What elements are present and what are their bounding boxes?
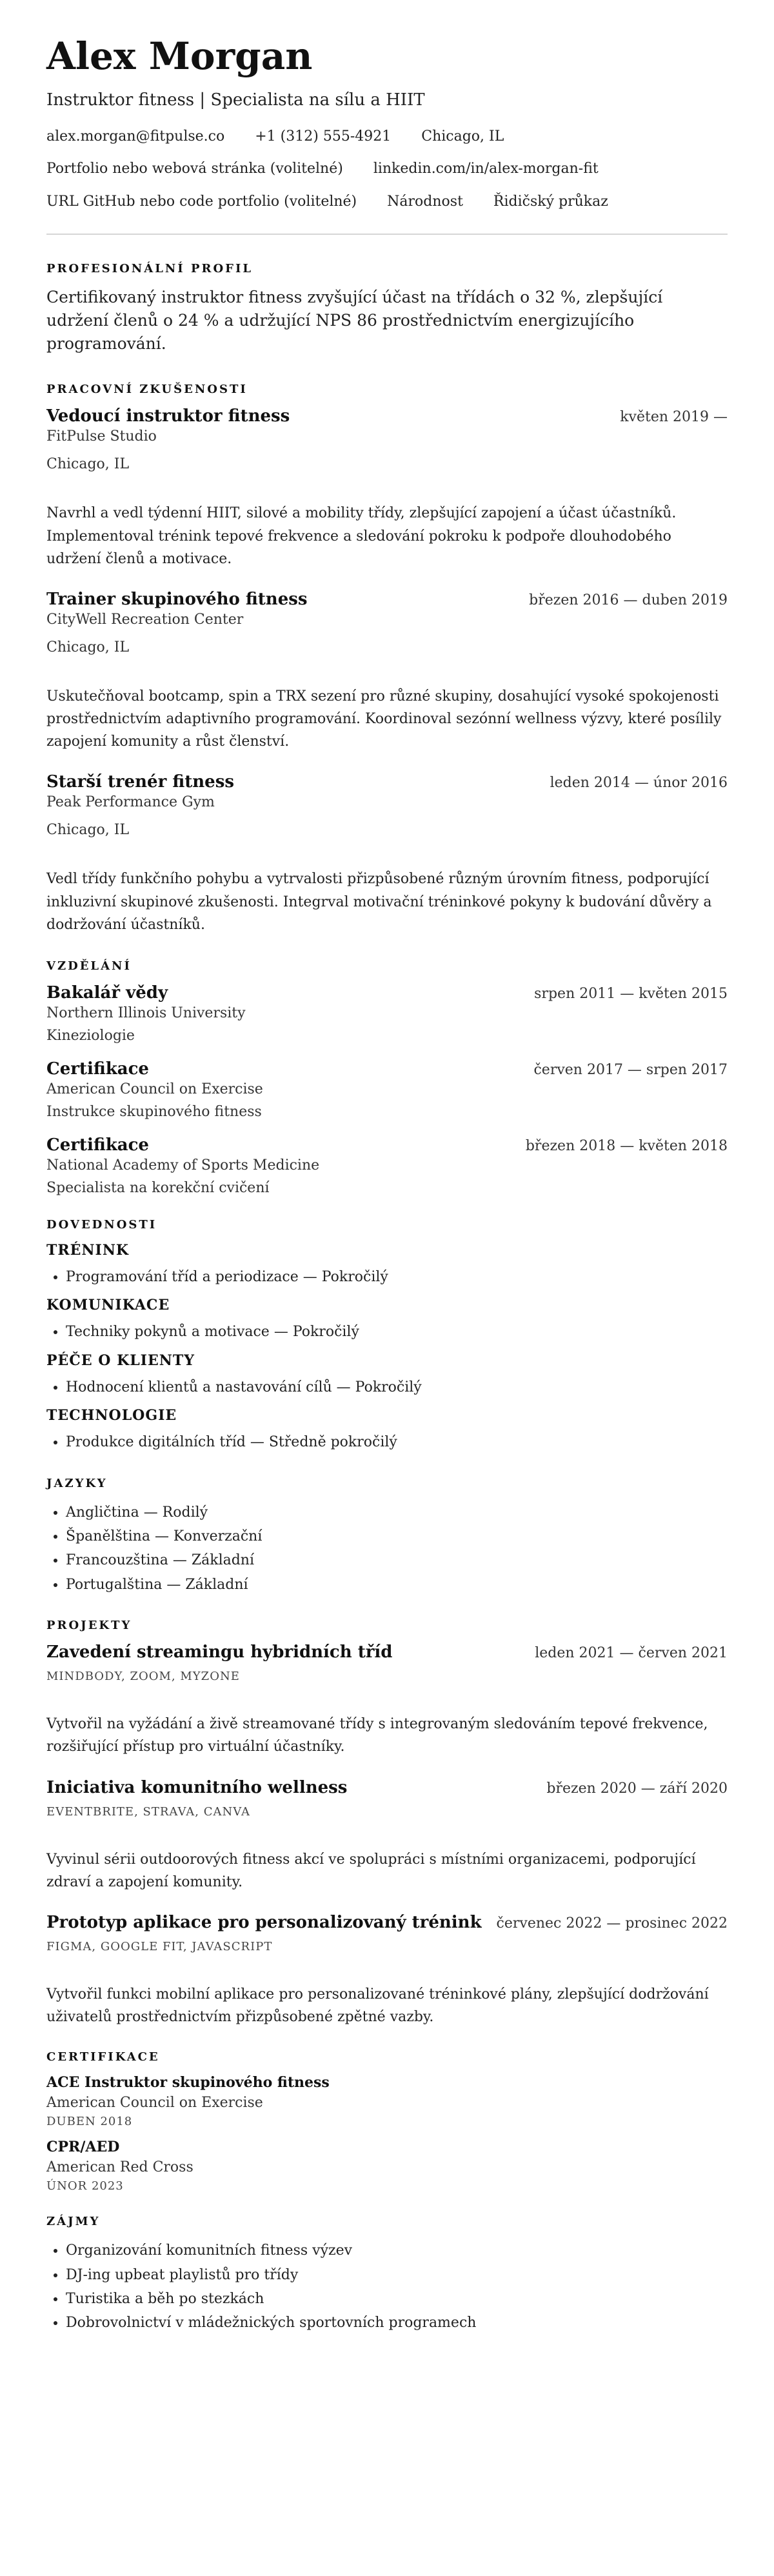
certification-entry [46,2074,728,2128]
language-item: • Francouzština — Základní [66,1548,728,1572]
experience-section [46,383,728,936]
certifications-heading: CERTIFIKACE [46,2050,160,2064]
project-description: Vyvinul sérii outdoorových fitness akcí ve spolupráci s místními organizacemi, podporující zdraví a zapojení komunity. [46,1851,696,1890]
education-entry [46,983,728,1044]
skill-item: • Programování tříd a periodizace — Pokročilý [66,1265,728,1289]
experience-entry [46,406,728,570]
experience-heading: PRACOVNÍ ZKUŠENOSTI [46,383,248,397]
job-company: Peak Performance Gym [46,794,215,811]
certification-date: DUBEN 2018 [46,2115,133,2129]
project-date: leden 2021 — červen 2021 [535,1645,728,1662]
job-description: Vedl třídy funkčního pohybu a vytrvalosti přizpůsobené různým úrovním fitness, podporující inkluzivní skupinové zkušenosti. Integrval motivační tréninkové pokyny k budování důvěry a dodržování účastníků. [46,871,712,933]
languages-section [46,1477,728,1597]
summary-heading: PROFESIONÁLNÍ PROFIL [46,261,253,275]
job-company: CityWell Recreation Center [46,611,244,628]
interest-item: • Organizování komunitních fitness výzev [66,2239,728,2262]
job-date: leden 2014 — únor 2016 [550,775,728,792]
skills-heading: DOVEDNOSTI [46,1218,157,1232]
experience-entry [46,772,728,936]
skill-group [46,1407,728,1454]
resume-header [46,36,728,212]
language-item: • Angličtina — Rodilý [66,1501,728,1524]
contact-phone[interactable]: +1 (312) 555-4921 [255,128,392,145]
skill-category: TECHNOLOGIE [46,1407,177,1424]
skill-group [46,1297,728,1344]
study-field: Kineziologie [46,1028,135,1044]
education-date: červen 2017 — srpen 2017 [533,1062,728,1079]
job-description: Navrhl a vedl týdenní HIIT, silové a mobility třídy, zlepšující zapojení a účast účastníků. Implementoval trénink tepové frekvence a sledování pokroku k podpoře dlouhodobého udržení členů a motivace. [46,505,677,567]
projects-heading: PROJEKTY [46,1619,132,1633]
job-date: květen 2019 — [620,409,728,426]
project-title: Zavedení streamingu hybridních tříd [46,1642,393,1662]
interests-section [46,2215,728,2335]
study-field: Instrukce skupinového fitness [46,1104,262,1121]
contact-portfolio[interactable]: Portfolio nebo webová stránka (volitelné) [46,161,343,177]
summary-section [46,262,728,356]
project-description: Vytvořil funkci mobilní aplikace pro personalizované tréninkové plány, zlepšující dodržování uživatelů prostřednictvím přizpůsobené zpětné vazby. [46,1986,709,2026]
school-name: American Council on Exercise [46,1081,263,1098]
degree-title: Bakalář vědy [46,983,168,1003]
candidate-name: Alex Morgan [46,34,313,78]
job-title: Vedoucí instruktor fitness [46,406,290,426]
job-date: březen 2016 — duben 2019 [529,592,728,608]
contact-location: Chicago, IL [421,128,504,145]
certification-entry [46,2139,728,2193]
skill-item: • Produkce digitálních tříd — Středně pokročilý [66,1430,728,1454]
education-date: srpen 2011 — květen 2015 [534,986,728,1003]
project-entry [46,1778,728,1893]
study-field: Specialista na korekční cvičení [46,1180,270,1197]
skills-section [46,1218,728,1455]
degree-title: Certifikace [46,1059,149,1079]
language-item: • Portugalština — Základní [66,1573,728,1597]
contact-nationality: Národnost [387,193,463,210]
job-title: Trainer skupinového fitness [46,589,308,609]
job-location: Chicago, IL [46,822,130,839]
project-date: březen 2020 — září 2020 [546,1780,728,1797]
languages-heading: JAZYKY [46,1476,108,1490]
education-heading: VZDĚLÁNÍ [46,959,132,973]
project-entry [46,1642,728,1758]
degree-title: Certifikace [46,1135,149,1155]
language-item: • Španělština — Konverzační [66,1524,728,1548]
interests-list [46,2239,728,2335]
education-section [46,959,728,1196]
certification-name: ACE Instruktor skupinového fitness [46,2074,330,2092]
project-tech: FIGMA, GOOGLE FIT, JAVASCRIPT [46,1939,273,1953]
contact-driving-license: Řidičský průkaz [493,193,608,210]
project-title: Prototyp aplikace pro personalizovaný trénink [46,1912,482,1932]
contact-row-2 [46,160,728,179]
skill-category: PÉČE O KLIENTY [46,1352,195,1369]
school-name: Northern Illinois University [46,1005,246,1022]
summary-text: Certifikovaný instruktor fitness zvyšující účast na třídách o 32 %, zlepšující udržení členů o 24 % a udržující NPS 86 prostřednictvím energizujícího programování. [46,287,663,354]
contact-linkedin[interactable]: linkedin.com/in/alex-morgan-fit [373,161,599,177]
education-entry [46,1135,728,1196]
interests-heading: ZÁJMY [46,2215,101,2229]
candidate-tagline: Instruktor fitness | Specialista na sílu a HIIT [46,90,425,110]
project-entry [46,1913,728,2028]
job-location: Chicago, IL [46,456,130,473]
projects-section [46,1619,728,2028]
interest-item: • Dobrovolnictví v mládežnických sportovních programech [66,2311,728,2335]
interest-item: • DJ-ing upbeat playlistů pro třídy [66,2263,728,2287]
skill-group [46,1242,728,1289]
contact-row-3 [46,193,728,212]
certification-name: CPR/AED [46,2139,120,2156]
languages-list [46,1501,728,1597]
education-entry [46,1059,728,1120]
certification-issuer: American Council on Exercise [46,2095,263,2112]
education-date: březen 2018 — květen 2018 [525,1138,728,1155]
certification-date: ÚNOR 2023 [46,2179,124,2193]
school-name: National Academy of Sports Medicine [46,1157,320,1174]
contact-github[interactable]: URL GitHub nebo code portfolio (volitelné) [46,193,357,210]
experience-entry [46,590,728,754]
job-description: Uskutečňoval bootcamp, spin a TRX sezení pro různé skupiny, dosahující vysoké spokojenosti prostřednictvím adaptivního programování. Koordinoval sezónní wellness výzvy, které posílily zapojení komunity a růst členství. [46,688,722,750]
skill-category: TRÉNINK [46,1242,130,1259]
project-tech: MINDBODY, ZOOM, MYZONE [46,1670,240,1684]
interest-item: • Turistika a běh po stezkách [66,2287,728,2311]
job-location: Chicago, IL [46,639,130,655]
skill-item: • Hodnocení klientů a nastavování cílů — Pokročilý [66,1375,728,1399]
header-divider [46,234,728,235]
certifications-section [46,2050,728,2193]
contact-email[interactable]: alex.morgan@fitpulse.co [46,128,225,145]
project-description: Vytvořil na vyžádání a živě streamované třídy s integrovaným sledováním tepové frekvence, rozšiřující přístup pro virtuální účastníky. [46,1716,708,1755]
job-title: Starší trenér fitness [46,772,234,792]
project-title: Iniciativa komunitního wellness [46,1777,348,1797]
skill-group [46,1352,728,1399]
project-date: červenec 2022 — prosinec 2022 [496,1915,728,1932]
project-tech: EVENTBRITE, STRAVA, CANVA [46,1804,251,1819]
job-company: FitPulse Studio [46,428,157,445]
skill-category: KOMUNIKACE [46,1297,170,1314]
skill-item: • Techniky pokynů a motivace — Pokročilý [66,1320,728,1344]
contact-row-1 [46,128,728,146]
certification-issuer: American Red Cross [46,2159,194,2176]
